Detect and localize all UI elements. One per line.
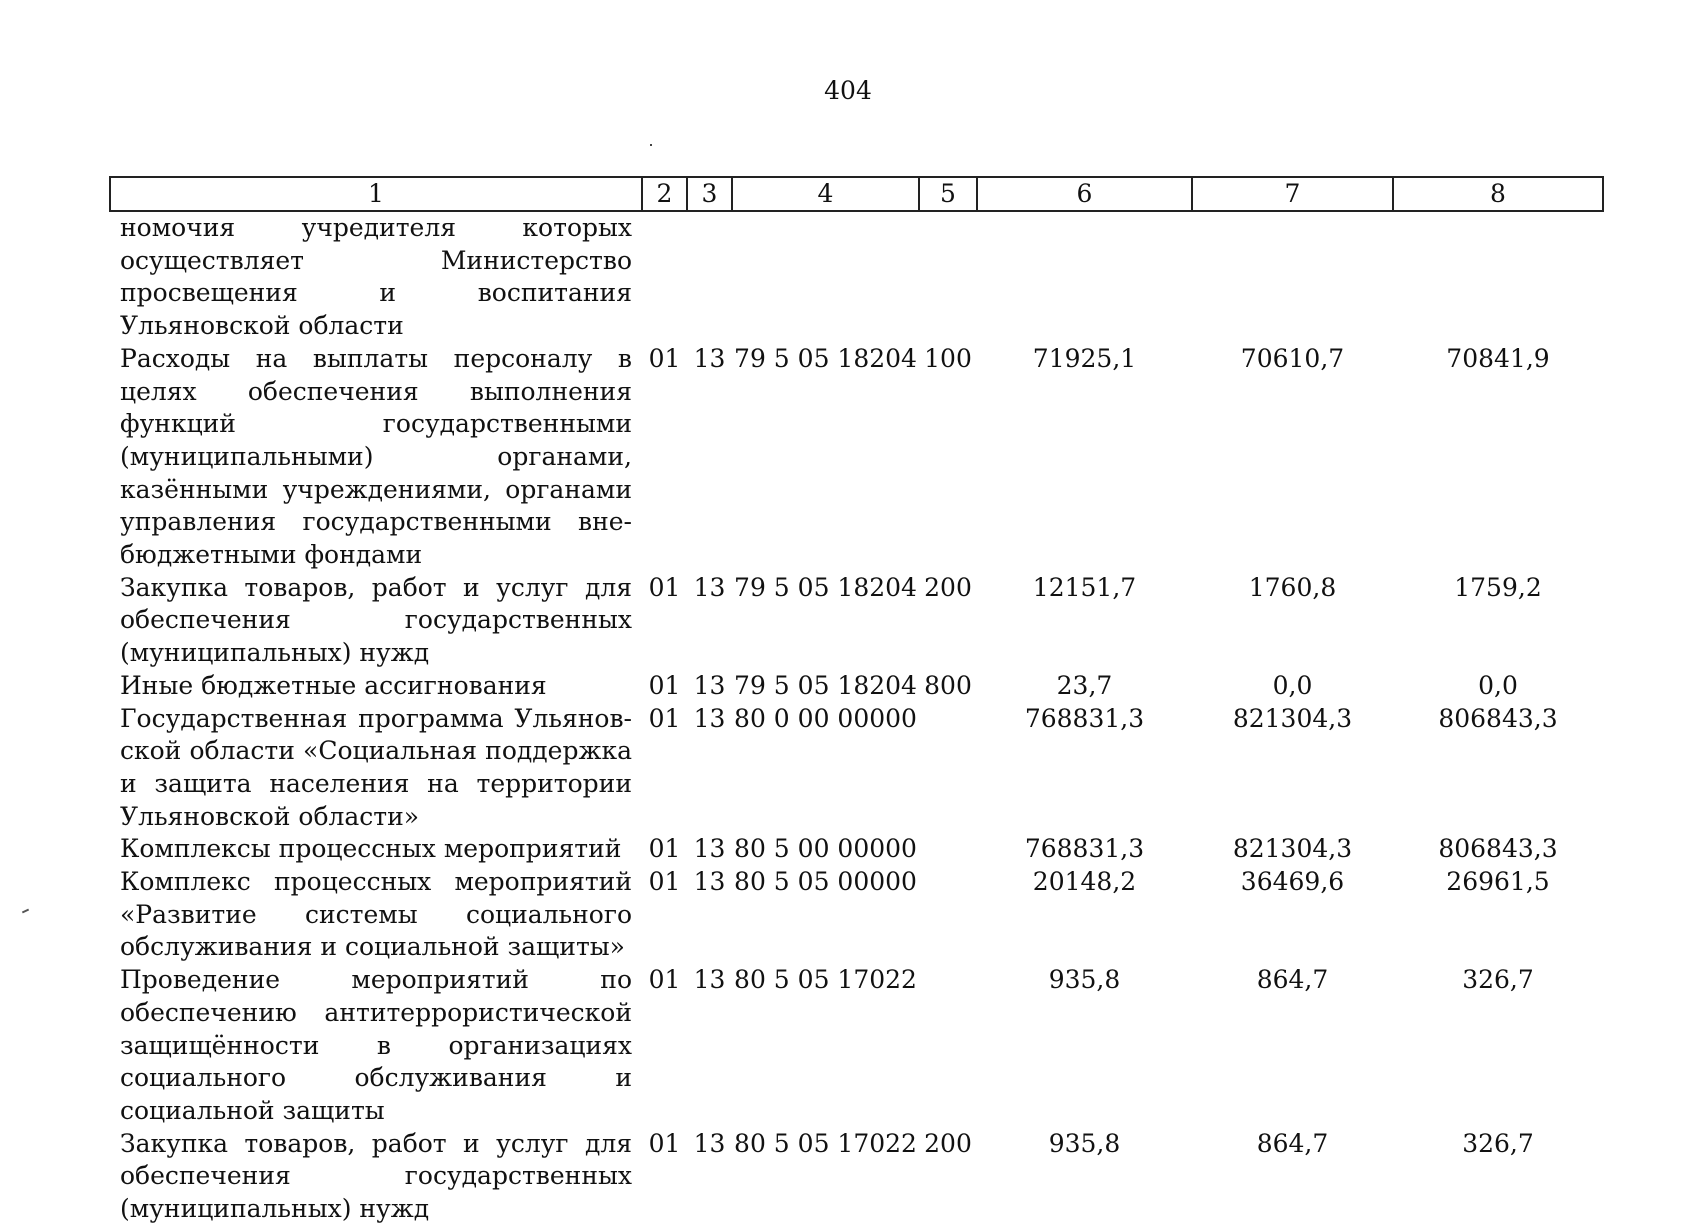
- row-expense-type: [919, 211, 977, 343]
- row-amount-7: 1760,8: [1248, 572, 1337, 602]
- row-target-code: 80 5 05 17022: [734, 1128, 917, 1158]
- row-name: Комплекс процессных мероприятий «Развитие системы социального обслуживания и социальной защиты»: [120, 867, 632, 962]
- row-expense-type: 200: [924, 1128, 972, 1158]
- row-amount-7: 70610,7: [1240, 343, 1345, 373]
- row-target-code: 80 5 00 00000: [734, 834, 917, 864]
- scan-mark: [22, 909, 29, 914]
- row-target-code: 80 0 00 00000: [734, 703, 917, 733]
- header-col-6: 6: [977, 177, 1192, 211]
- row-subsection: 13: [693, 834, 726, 864]
- row-name: Комплексы процессных мероприятий: [120, 834, 622, 864]
- row-subsection: 13: [693, 965, 726, 995]
- table-row: [110, 964, 1603, 1128]
- row-amount-6: 935,8: [1048, 1128, 1121, 1158]
- row-name: номочия учредителя которых осуществляет Министерство просвещения и воспитания Ульяновской области: [120, 213, 632, 341]
- row-name: Закупка товаров, работ и услуг для обеспечения государственных (муниципальных) нужд: [120, 1128, 632, 1224]
- row-amount-7: 0,0: [1272, 670, 1313, 700]
- header-col-3: 3: [687, 177, 732, 211]
- table-header: [110, 177, 1603, 211]
- row-amount-8: 26961,5: [1446, 867, 1550, 897]
- row-amount-6: 20148,2: [1032, 867, 1137, 897]
- row-expense-type: [919, 703, 977, 834]
- row-section: 01: [648, 1128, 681, 1158]
- table-row: [110, 833, 1603, 866]
- row-amount-8: 326,7: [1462, 1128, 1534, 1158]
- header-col-5: 5: [919, 177, 977, 211]
- row-expense-type: [919, 866, 977, 964]
- table-row: [110, 343, 1603, 572]
- row-expense-type: [919, 964, 977, 1128]
- table-body: [110, 211, 1603, 1226]
- scan-speck: [650, 144, 652, 146]
- row-amount-8: 806843,3: [1438, 834, 1558, 864]
- row-amount-7: 821304,3: [1232, 834, 1353, 864]
- header-col-8: 8: [1393, 177, 1603, 211]
- row-expense-type: 800: [924, 670, 972, 700]
- row-amount-6: [977, 211, 1192, 343]
- row-amount-7: 864,7: [1256, 965, 1329, 995]
- row-section: 01: [648, 965, 681, 995]
- row-amount-6: 768831,3: [1024, 703, 1145, 733]
- header-col-7: 7: [1192, 177, 1393, 211]
- row-target-code: 79 5 05 18204: [734, 343, 917, 373]
- row-amount-8: 0,0: [1478, 670, 1518, 700]
- row-target-code: 79 5 05 18204: [734, 670, 917, 700]
- row-section: 01: [648, 834, 681, 864]
- row-section: 01: [648, 670, 681, 700]
- row-name: Иные бюджетные ассигнования: [120, 670, 547, 700]
- row-subsection: 13: [693, 703, 726, 733]
- row-amount-8: 326,7: [1462, 965, 1534, 995]
- row-amount-6: 23,7: [1056, 670, 1113, 700]
- row-target-code: [732, 211, 919, 343]
- row-section: 01: [648, 343, 681, 373]
- row-amount-7: [1192, 211, 1393, 343]
- table-row: [110, 670, 1603, 703]
- row-target-code: 80 5 05 00000: [734, 867, 917, 897]
- header-col-2: 2: [642, 177, 687, 211]
- table-row: [110, 211, 1603, 343]
- table-row: [110, 572, 1603, 670]
- row-section: 01: [648, 572, 681, 602]
- row-amount-8: [1393, 211, 1603, 343]
- row-section: [642, 211, 687, 343]
- row-subsection: [687, 211, 732, 343]
- row-amount-6: 12151,7: [1032, 572, 1137, 602]
- row-amount-6: 935,8: [1048, 965, 1121, 995]
- row-subsection: 13: [693, 343, 726, 373]
- page-number: 404: [824, 76, 872, 105]
- row-target-code: 80 5 05 17022: [734, 965, 917, 995]
- table-row: [110, 866, 1603, 964]
- row-amount-7: 36469,6: [1240, 867, 1345, 897]
- row-amount-8: 70841,9: [1446, 343, 1550, 373]
- row-amount-7: 821304,3: [1232, 703, 1353, 733]
- row-section: 01: [648, 867, 681, 897]
- header-col-1: 1: [110, 177, 642, 211]
- row-section: 01: [648, 703, 681, 733]
- row-name: Проведение мероприятий по обеспечению антитеррористической защищённости в организациях социального обслуживания и социальной защиты: [120, 965, 632, 1125]
- row-amount-6: 71925,1: [1032, 343, 1137, 373]
- row-subsection: 13: [693, 867, 726, 897]
- row-subsection: 13: [693, 670, 726, 700]
- row-amount-8: 806843,3: [1438, 703, 1558, 733]
- row-amount-6: 768831,3: [1024, 834, 1145, 864]
- row-name: Государственная программа Ульяновской области «Социальная поддержка и защита населения на территории Ульяновской области»: [120, 703, 632, 831]
- header-row: [110, 177, 1603, 211]
- row-subsection: 13: [693, 572, 726, 602]
- row-subsection: 13: [693, 1128, 726, 1158]
- row-target-code: 79 5 05 18204: [734, 572, 917, 602]
- row-expense-type: 100: [924, 343, 972, 373]
- row-name: Закупка товаров, работ и услуг для обеспечения государственных (муниципальных) нужд: [120, 572, 632, 668]
- row-name: Расходы на выплаты персоналу в целях обеспечения выполнения функций государственными (муниципальными) органами, казёнными учреждениями, органами управления государственными внебюджетными фондами: [120, 343, 632, 570]
- table-row: [110, 1128, 1603, 1226]
- budget-table: [109, 176, 1604, 1226]
- row-expense-type: 200: [924, 572, 972, 602]
- row-expense-type: [919, 833, 977, 866]
- row-amount-8: 1759,2: [1454, 572, 1542, 602]
- table-row: [110, 703, 1603, 834]
- header-col-4: 4: [732, 177, 919, 211]
- row-amount-7: 864,7: [1256, 1128, 1329, 1158]
